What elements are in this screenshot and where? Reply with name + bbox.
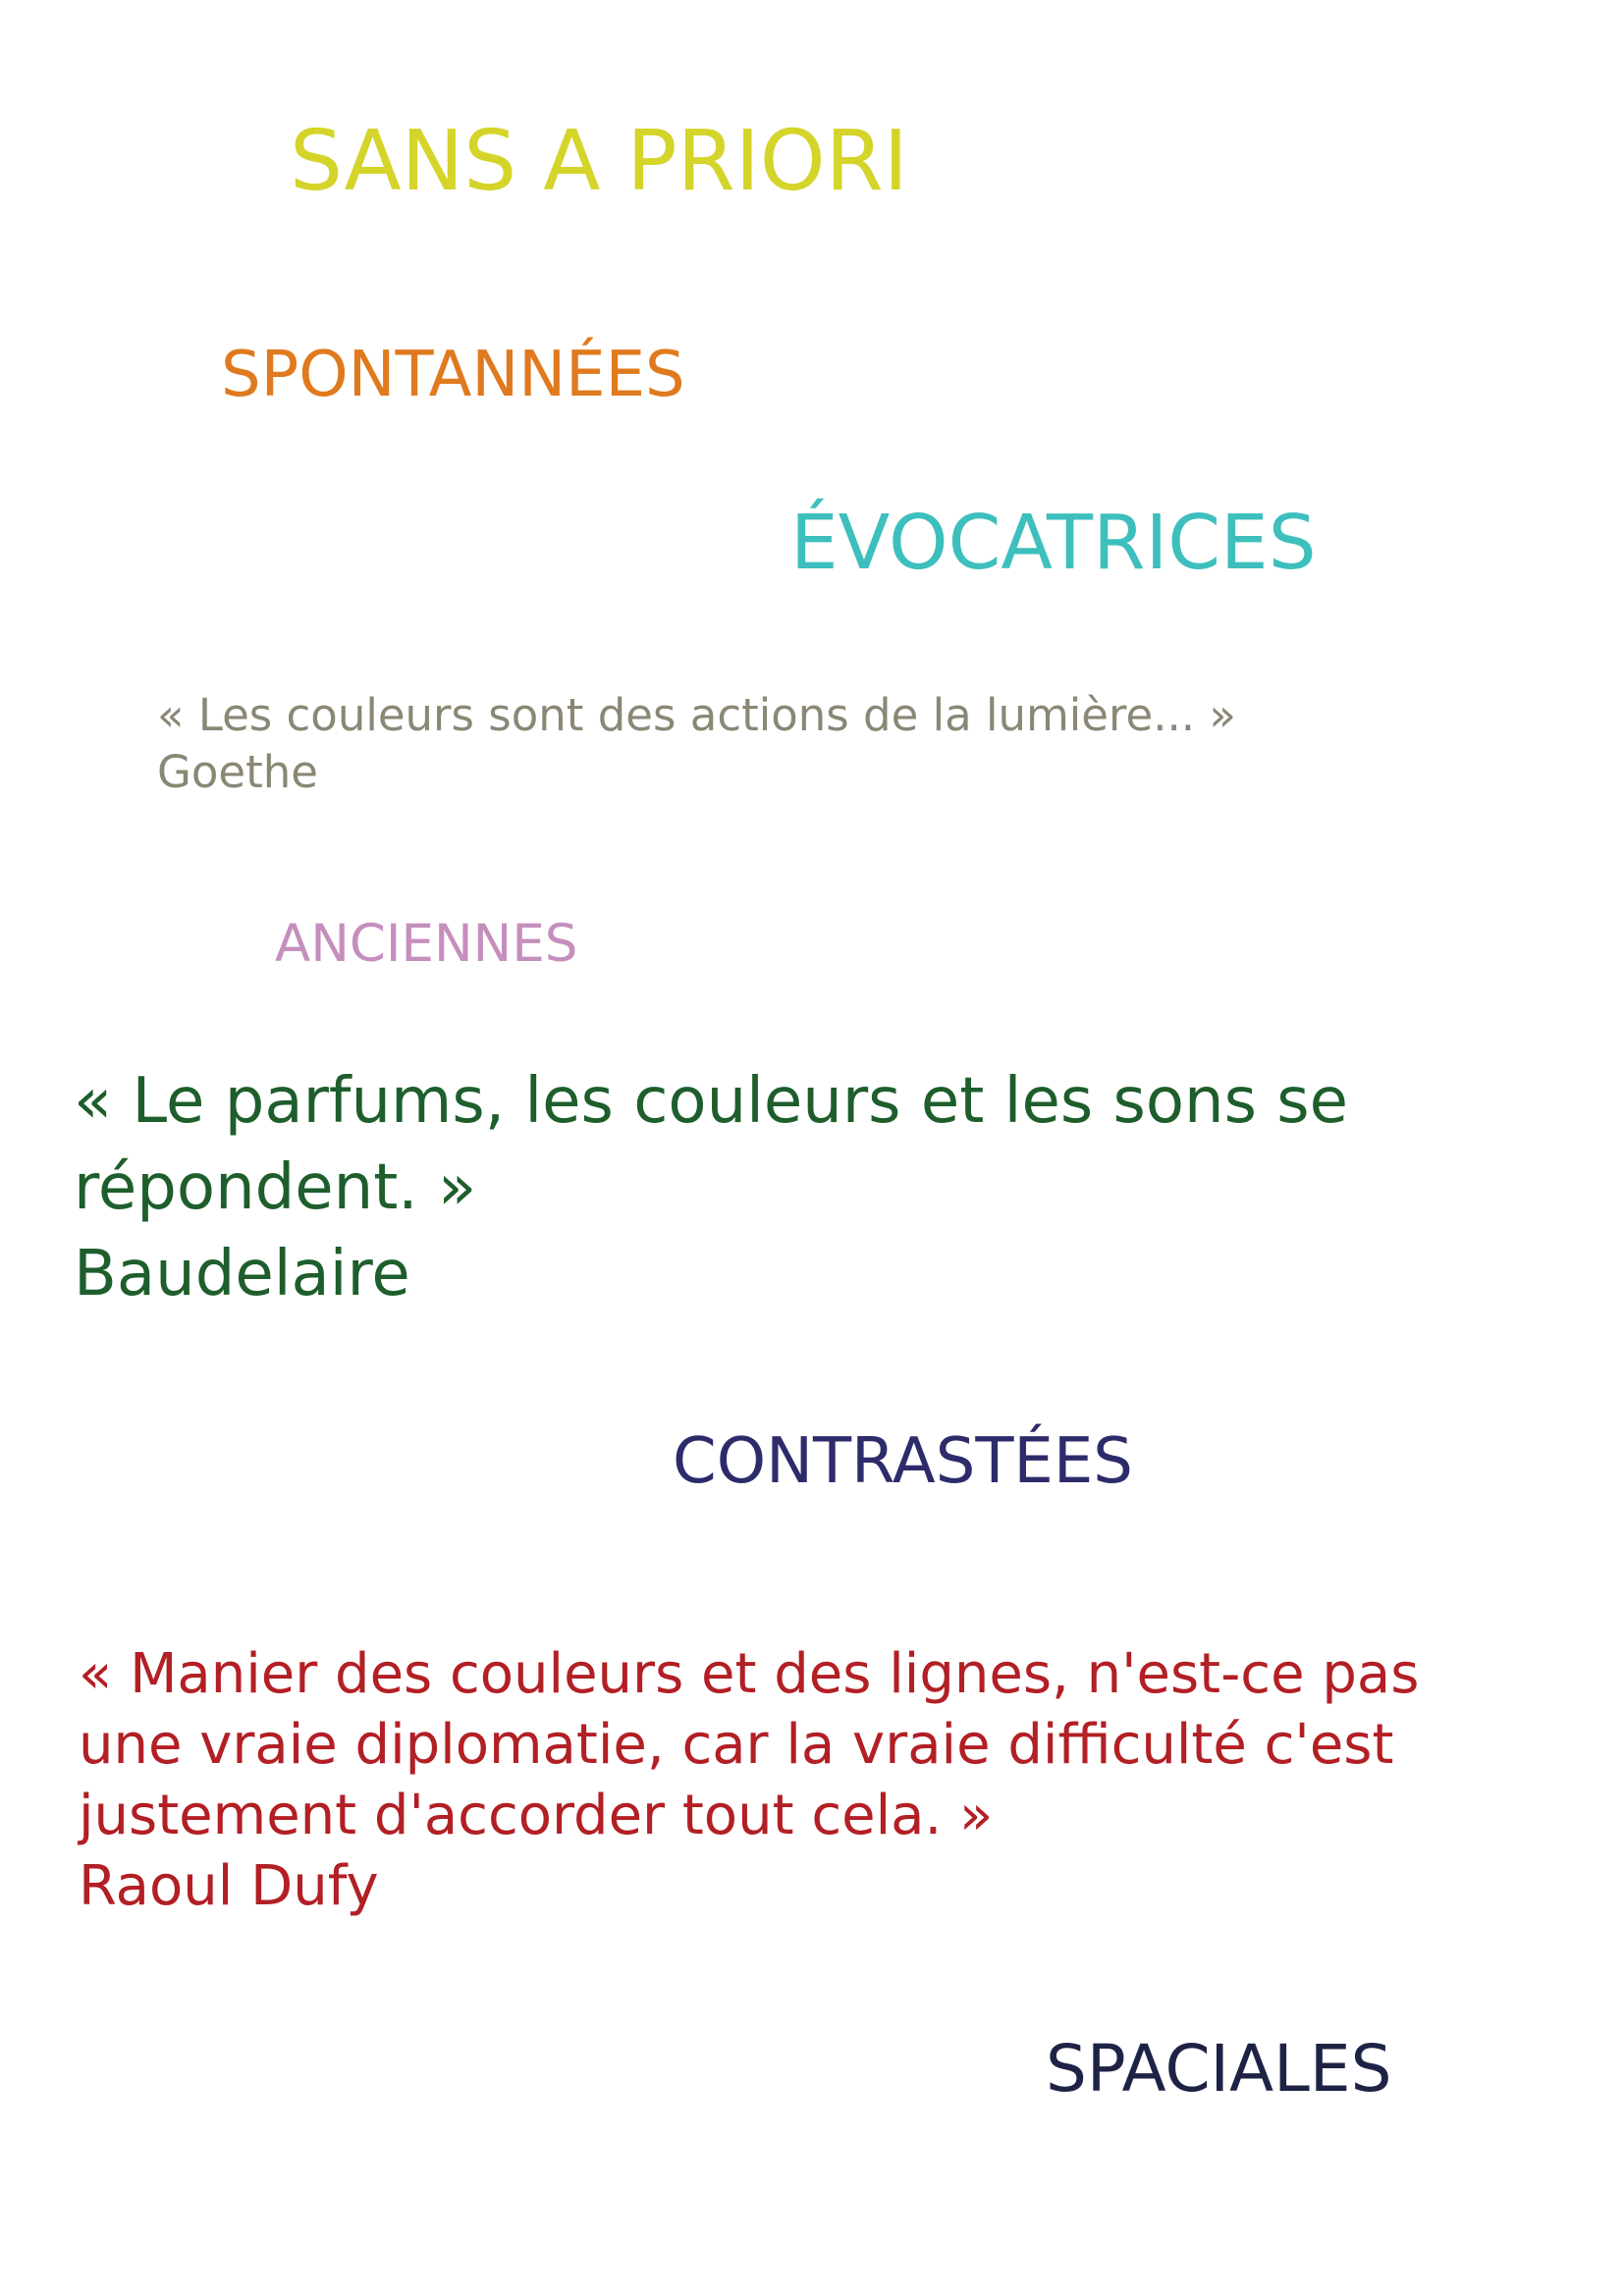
quote-goethe-author: Goethe: [157, 746, 318, 798]
quote-dufy: [79, 1639, 1419, 1922]
quote-baudelaire-author: Baudelaire: [74, 1238, 410, 1310]
word-spaciales: SPACIALES: [1046, 2031, 1392, 2107]
word-sans-a-priori: SANS A PRIORI: [290, 113, 908, 210]
word-contrastees: CONTRASTÉES: [673, 1425, 1133, 1498]
quote-baudelaire-line-2: répondent. »: [74, 1151, 477, 1224]
quote-baudelaire-line-1: « Le parfums, les couleurs et les sons se: [74, 1065, 1348, 1138]
quote-dufy-line-1: « Manier des couleurs et des lignes, n'est-ce pas: [79, 1642, 1420, 1706]
quote-goethe-line-1: « Les couleurs sont des actions de la lumière... »: [157, 689, 1236, 741]
quote-dufy-author: Raoul Dufy: [79, 1854, 379, 1918]
quote-dufy-line-3: justement d'accorder tout cela. »: [79, 1784, 994, 1847]
quote-dufy-line-2: une vraie diplomatie, car la vraie difficulté c'est: [79, 1713, 1394, 1777]
quote-goethe: [157, 687, 1236, 801]
word-spontannees: SPONTANNÉES: [221, 339, 685, 411]
word-anciennes: ANCIENNES: [275, 914, 578, 974]
word-evocatrices: ÉVOCATRICES: [790, 500, 1317, 587]
quote-baudelaire: [74, 1058, 1348, 1317]
